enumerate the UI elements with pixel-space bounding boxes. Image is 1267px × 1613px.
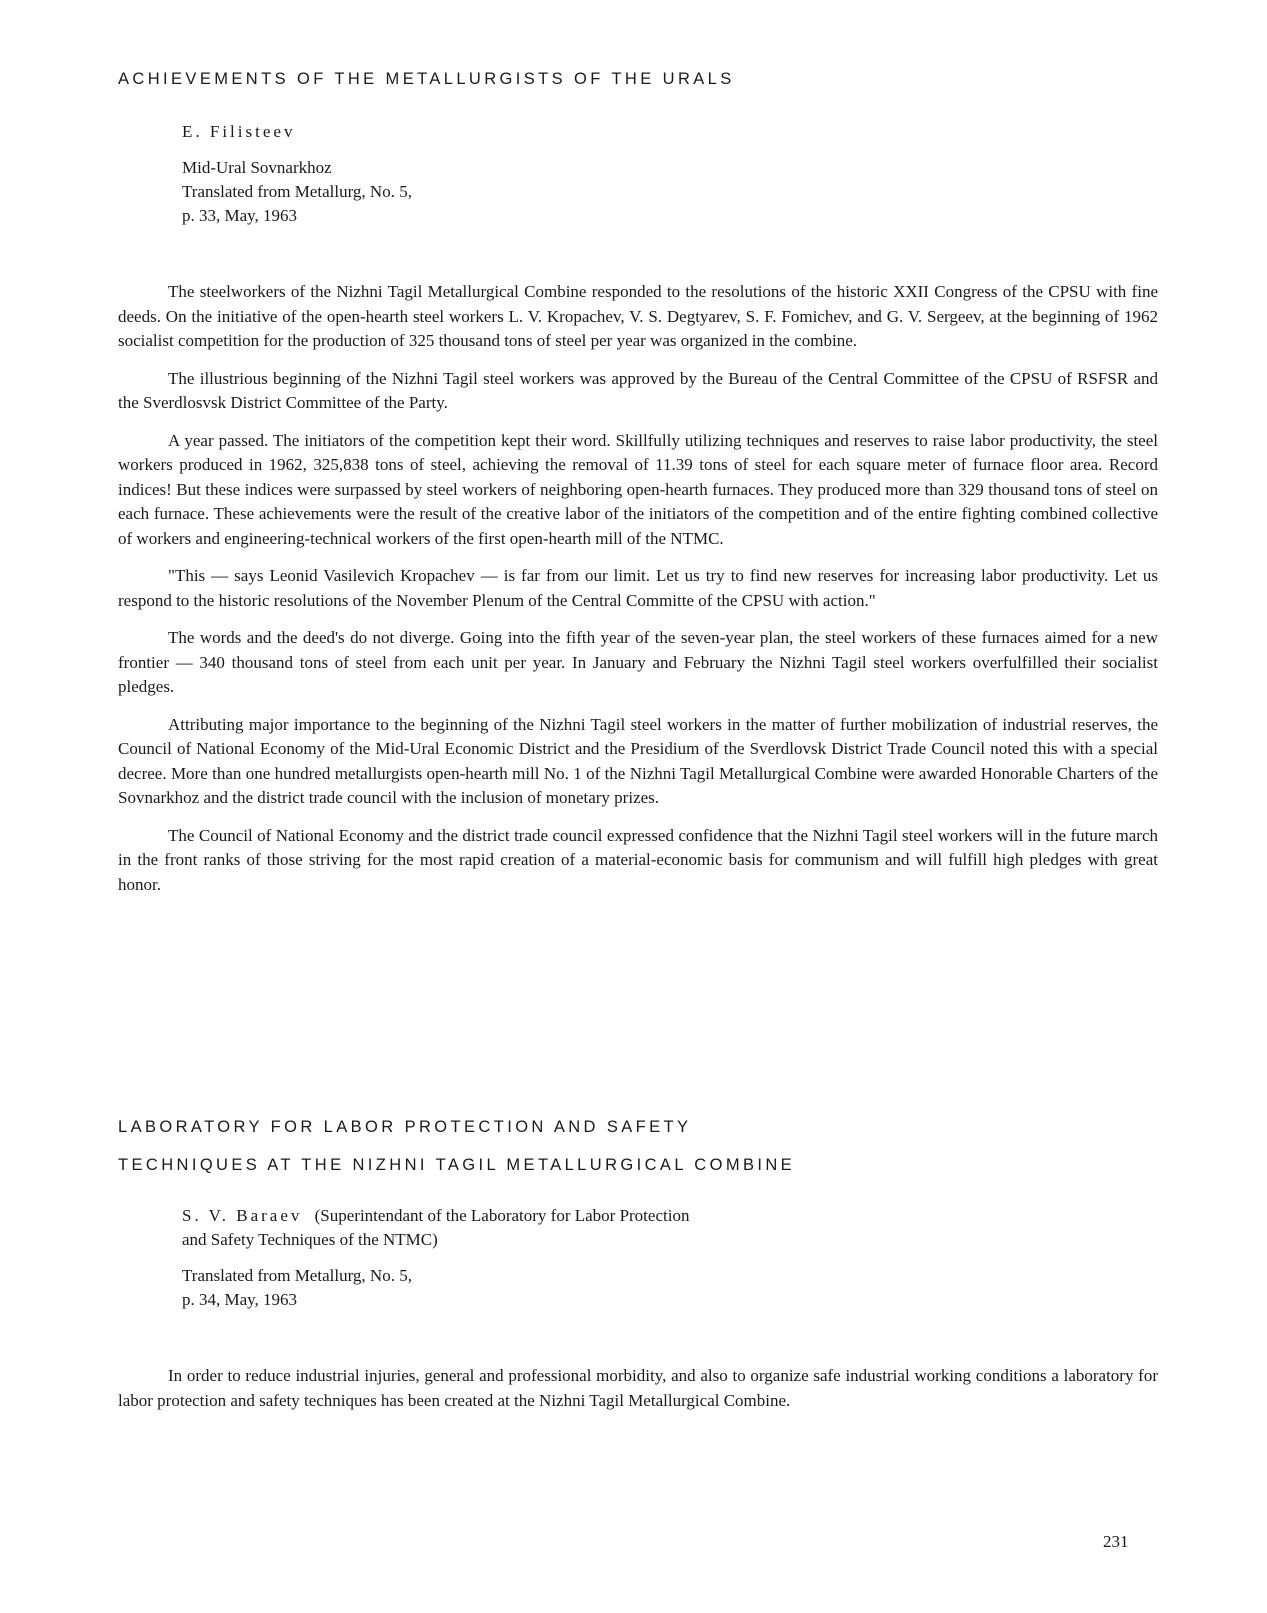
article1-author: E. Filisteev [182, 122, 296, 141]
article1-meta [182, 120, 412, 228]
page-number: 231 [1103, 1532, 1129, 1551]
article2-source-line2: p. 34, May, 1963 [182, 1290, 298, 1309]
article1-body [118, 280, 1158, 910]
article1-paragraph-7: The Council of National Economy and the district trade council expressed confidence that the Nizhni Tagil steel workers will in the future march in the front ranks of those striving for the most rapid creation of a material-economic basis for communism and will fulfill high pledges with great honor. [118, 825, 1158, 894]
article1-paragraph-6: Attributing major importance to the beginning of the Nizhni Tagil steel workers in the matter of further mobilization of industrial reserves, the Council of National Economy of the Mid-Ural Economic District and the Presidium of the Sverdlovsk District Trade Council noted this with a special decree. More than one hundred metallurgists open-hearth mill No. 1 of the Nizhni Tagil Metallurgical Combine were awarded Honorable Charters of the Sovnarkhoz and the district trade council with the inclusion of monetary prizes. [118, 714, 1158, 807]
article2-title-line2: TECHNIQUES AT THE NIZHNI TAGIL METALLURGICAL COMBINE [118, 1156, 796, 1174]
article2-affiliation-line1: (Superintendant of the Laboratory for Labor Protection [314, 1206, 690, 1225]
article1-title: ACHIEVEMENTS OF THE METALLURGISTS OF THE URALS [118, 70, 735, 88]
article2-author: S. V. Baraev [182, 1206, 303, 1225]
article1-source-line2: p. 33, May, 1963 [182, 206, 298, 225]
article2-body [118, 1364, 1158, 1426]
article1-paragraph-2: The illustrious beginning of the Nizhni Tagil steel workers was approved by the Bureau of the Central Committee of the CPSU of RSFSR and the Sverdlosvsk District Committee of the Party. [118, 368, 1158, 412]
article2-paragraph-1: In order to reduce industrial injuries, general and professional morbidity, and also to organize safe industrial working conditions a laboratory for labor protection and safety techniques has been created at the Nizhni Tagil Metallurgical Combine. [118, 1366, 1158, 1410]
article1-paragraph-5: The words and the deed's do not diverge. Going into the fifth year of the seven-year plan, the steel workers of these furnaces aimed for a new frontier — 340 thousand tons of steel from each unit per year. In January and February the Nizhni Tagil steel workers overfulfilled their socialist pledges. [118, 628, 1158, 696]
article1-paragraph-1: The steelworkers of the Nizhni Tagil Metallurgical Combine responded to the resolutions of the historic XXII Congress of the CPSU with fine deeds. On the initiative of the open-hearth steel workers L. V. Kropachev, V. S. Degtyarev, S. F. Fomichev, and G. V. Sergeev, at the beginning of 1962 socialist competition for the production of 325 thousand tons of steel per year was organized in the combine. [118, 282, 1158, 350]
article1-source-line1: Translated from Metallurg, No. 5, [182, 182, 412, 201]
article2-title-line1: LABORATORY FOR LABOR PROTECTION AND SAFETY [118, 1118, 692, 1136]
article2-meta [182, 1204, 689, 1312]
article1-paragraph-3: A year passed. The initiators of the competition kept their word. Skillfully utilizing techniques and reserves to raise labor productivity, the steel workers produced in 1962, 325,838 tons of steel, achieving the removal of 11.39 tons of steel for each square meter of furnace floor area. Record indices! But these indices were surpassed by steel workers of neighboring open-hearth furnaces. They produced more than 329 thousand tons of steel on each furnace. These achievements were the result of the creative labor of the initiators of the competition and of the entire fighting combined collective of workers and engineering-technical workers of the first open-hearth mill of the NTMC. [118, 430, 1158, 548]
article2-affiliation-line2: and Safety Techniques of the NTMC) [182, 1230, 438, 1249]
article1-affiliation: Mid-Ural Sovnarkhoz [182, 158, 332, 177]
article1-paragraph-4: "This — says Leonid Vasilevich Kropachev — is far from our limit. Let us try to find new reserves for increasing labor productivity. Let us respond to the historic resolutions of the November Plenum of the Central Committe of the CPSU with action." [118, 566, 1158, 610]
article2-source-line1: Translated from Metallurg, No. 5, [182, 1266, 412, 1285]
